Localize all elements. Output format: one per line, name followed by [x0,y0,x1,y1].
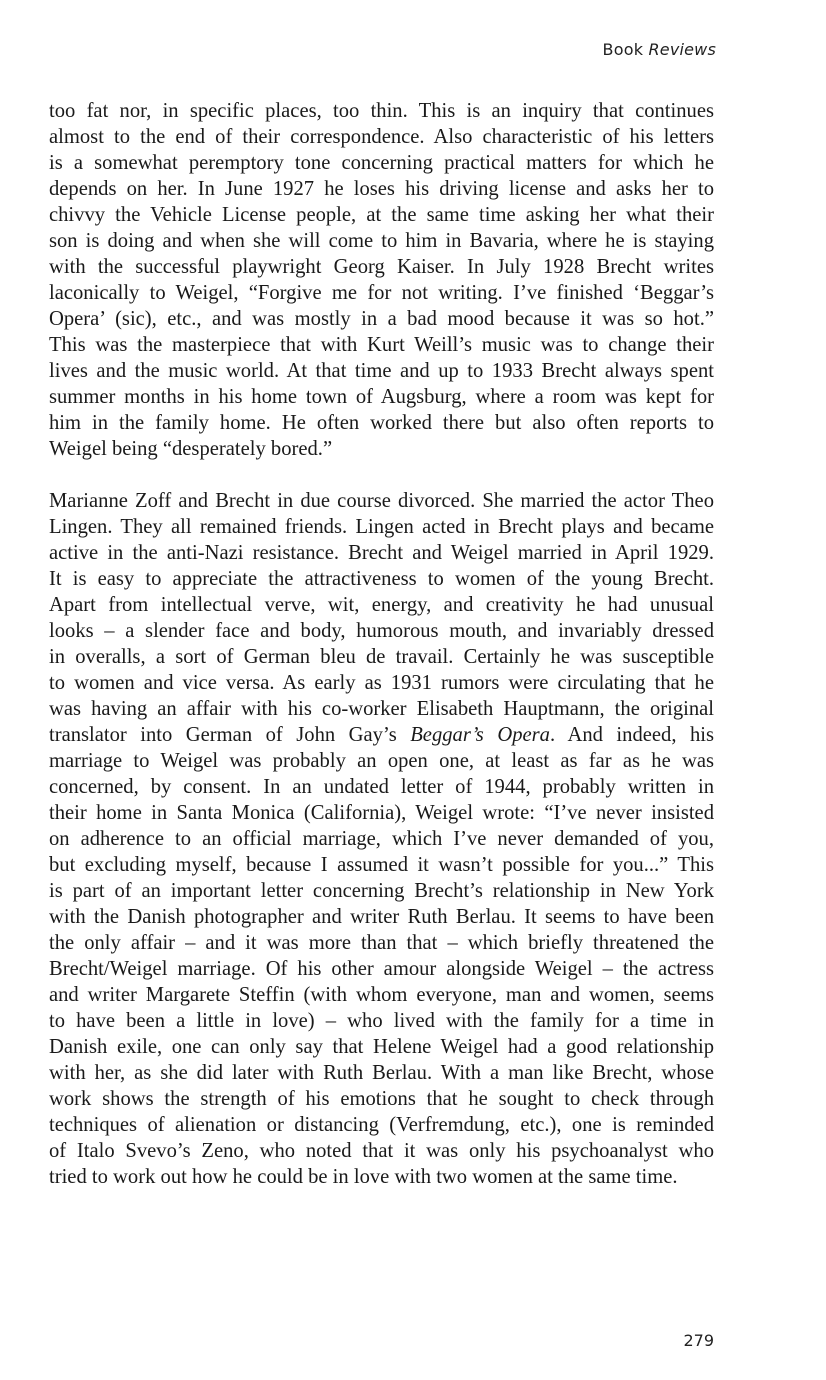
text-line: too fat nor, in specific places, too thin. This is an inquiry that continues [49,100,714,122]
text-line: is a somewhat peremptory tone concerning practical matters for which he [49,152,714,174]
text-line: and writer Margarete Steffin (with whom everyone, man and women, seems [49,984,714,1006]
text-line: chivvy the Vehicle License people, at the same time asking her what their [49,204,714,226]
text-line: to have been a little in love) – who lived with the family for a time in [49,1010,714,1032]
text-line: in overalls, a sort of German bleu de travail. Certainly he was susceptible [49,646,714,668]
text-line: is part of an important letter concerning Brecht’s relationship in New York [49,880,714,902]
text-line: Marianne Zoff and Brecht in due course divorced. She married the actor Theo [49,490,714,512]
text-line: Brecht/Weigel marriage. Of his other amour alongside Weigel – the actress [49,958,714,980]
paragraph-2 [49,488,714,1190]
text-line: Weigel being “desperately bored.” [49,438,333,460]
text-line: Opera’ (sic), etc., and was mostly in a bad mood because it was so hot.” [49,308,714,330]
text-line: It is easy to appreciate the attractiveness to women of the young Brecht. [49,568,714,590]
running-head-italic: Reviews [648,40,716,59]
line-text-before-title: translator into German of John Gay’s [49,724,411,746]
text-line: laconically to Weigel, “Forgive me for not writing. I’ve finished ‘Beggar’s [49,282,714,304]
text-line: This was the masterpiece that with Kurt Weill’s music was to change their [49,334,714,356]
line-text-after-title: . And indeed, his [549,724,714,746]
text-line: the only affair – and it was more than that – which briefly threatened the [49,932,714,954]
text-line: work shows the strength of his emotions that he sought to check through [49,1088,714,1110]
running-head-plain: Book [602,40,649,59]
text-line: Danish exile, one can only say that Helene Weigel had a good relationship [49,1036,714,1058]
text-line-with-title [49,722,714,748]
text-line: looks – a slender face and body, humorous mouth, and invariably dressed [49,620,714,642]
text-line: almost to the end of their correspondence. Also characteristic of his letters [49,126,714,148]
text-line: but excluding myself, because I assumed it wasn’t possible for you...” This [49,854,714,876]
text-line: of Italo Svevo’s Zeno, who noted that it was only his psychoanalyst who [49,1140,714,1162]
text-line: Apart from intellectual verve, wit, energy, and creativity he had unusual [49,594,714,616]
text-line: concerned, by consent. In an undated letter of 1944, probably written in [49,776,714,798]
text-line: techniques of alienation or distancing (Verfremdung, etc.), one is reminded [49,1114,714,1136]
paragraph-1 [49,98,714,462]
text-line: depends on her. In June 1927 he loses his driving license and asks her to [49,178,714,200]
text-line: summer months in his home town of Augsburg, where a room was kept for [49,386,714,408]
text-line: to women and vice versa. As early as 1931 rumors were circulating that he [49,672,714,694]
text-line: tried to work out how he could be in love with two women at the same time. [49,1166,678,1188]
text-line: lives and the music world. At that time and up to 1933 Brecht always spent [49,360,714,382]
text-line: him in the family home. He often worked there but also often reports to [49,412,714,434]
book-title-beggars-opera: Beggar’s Opera [410,724,550,746]
text-line: with the Danish photographer and writer Ruth Berlau. It seems to have been [49,906,714,928]
text-line: active in the anti-Nazi resistance. Brecht and Weigel married in April 1929. [49,542,714,564]
page-number: 279 [683,1331,714,1350]
text-line: son is doing and when she will come to him in Bavaria, where he is staying [49,230,714,252]
text-line: marriage to Weigel was probably an open one, at least as far as he was [49,750,714,772]
text-line: with her, as she did later with Ruth Berlau. With a man like Brecht, whose [49,1062,714,1084]
text-line: Lingen. They all remained friends. Lingen acted in Brecht plays and became [49,516,714,538]
text-line: with the successful playwright Georg Kaiser. In July 1928 Brecht writes [49,256,714,278]
text-line: was having an affair with his co-worker Elisabeth Hauptmann, the original [49,698,714,720]
text-line: their home in Santa Monica (California), Weigel wrote: “I’ve never insisted [49,802,714,824]
running-head [603,40,716,59]
text-line: on adherence to an official marriage, which I’ve never demanded of you, [49,828,714,850]
